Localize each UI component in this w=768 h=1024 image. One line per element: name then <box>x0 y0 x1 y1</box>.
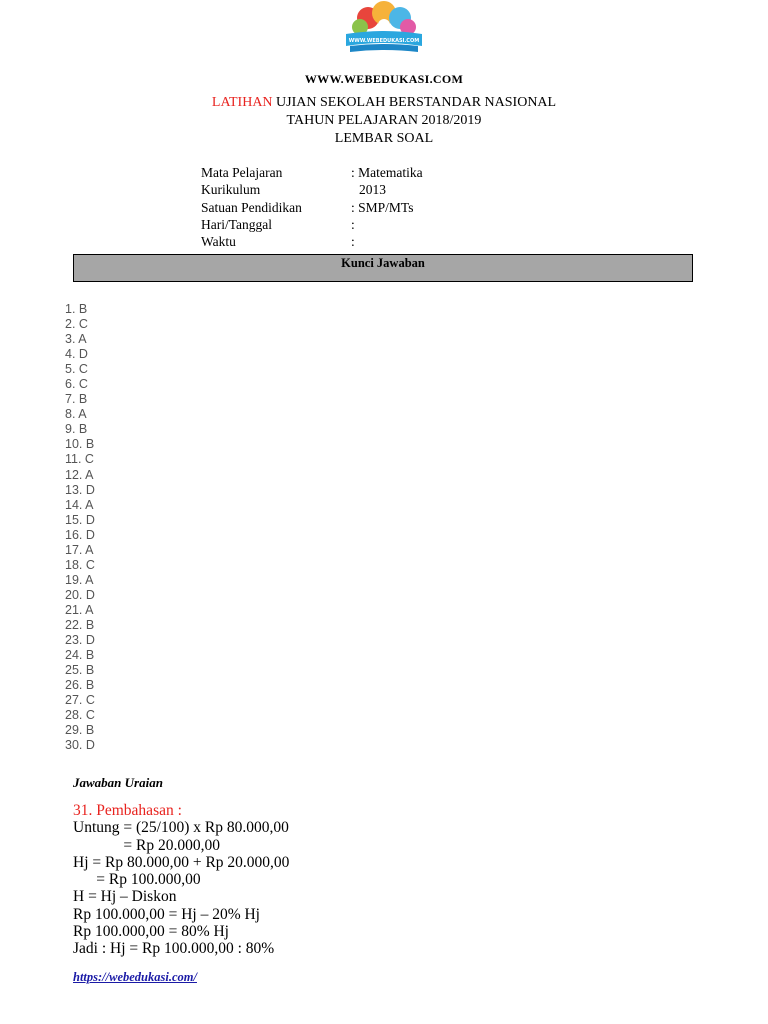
list-item: 3. A <box>65 332 87 347</box>
list-item: 15. D <box>65 512 95 527</box>
list-item: 22. B <box>65 617 95 632</box>
solution-line: = Rp 20.000,00 <box>73 836 220 854</box>
solution-line: Jadi : Hj = Rp 100.000,00 : 80% <box>73 940 275 958</box>
answer-key-banner: Kunci Jawaban <box>73 254 693 282</box>
meta-value: : SMP/MTs <box>351 199 414 215</box>
meta-value: : Matematika <box>351 165 423 180</box>
list-item: 17. A <box>65 542 94 557</box>
solution-line: Hj = Rp 80.000,00 + Rp 20.000,00 <box>73 853 290 871</box>
list-item: 30. D <box>65 738 95 753</box>
list-item: 7. B <box>65 392 88 407</box>
heading-latihan: LATIHAN <box>211 95 273 110</box>
solution-block <box>73 802 289 958</box>
list-item: 8. A <box>65 407 87 422</box>
solution-line: Rp 100.000,00 = 80% Hj <box>73 923 229 941</box>
heading-line-1 <box>0 95 768 111</box>
site-title: WWW.WEBEDUKASI.COM <box>304 72 464 86</box>
meta-label: Waktu <box>201 234 236 250</box>
solution-line: H = Hj – Diskon <box>73 888 177 906</box>
heading-line-3: LEMBAR SOAL <box>334 131 434 146</box>
list-item: 23. D <box>65 633 95 648</box>
webedukasi-logo <box>340 0 428 60</box>
list-item: 14. A <box>65 497 94 512</box>
list-item: 28. C <box>65 708 95 723</box>
solution-title: 31. Pembahasan : <box>73 802 182 819</box>
meta-label: Mata Pelajaran <box>201 165 283 180</box>
list-item: 10. B <box>65 437 95 452</box>
list-item: 11. C <box>65 452 94 467</box>
list-item: 18. C <box>65 557 95 572</box>
list-item: 25. B <box>65 663 95 678</box>
list-item: 19. A <box>65 572 94 587</box>
list-item: 2. C <box>65 317 88 332</box>
list-item: 26. B <box>65 678 95 693</box>
list-item: 1. B <box>65 302 88 316</box>
list-item: 21. A <box>65 602 94 617</box>
list-item: 24. B <box>65 648 95 663</box>
solution-line: Untung = (25/100) x Rp 80.000,00 <box>73 819 289 837</box>
solution-line: Rp 100.000,00 = Hj – 20% Hj <box>73 905 260 923</box>
list-item: 4. D <box>65 347 88 362</box>
meta-value: : <box>351 234 355 250</box>
list-item: 29. B <box>65 723 95 738</box>
list-item: 13. D <box>65 482 95 497</box>
answer-list <box>65 302 95 753</box>
solution-line: = Rp 100.000,00 <box>73 871 201 889</box>
heading-line-1-rest: UJIAN SEKOLAH BERSTANDAR NASIONAL <box>272 95 557 110</box>
list-item: 5. C <box>65 362 88 377</box>
list-item: 16. D <box>65 527 95 542</box>
footer-link[interactable]: https://webedukasi.com/ <box>73 970 197 984</box>
heading-line-2: TAHUN PELAJARAN 2018/2019 <box>286 113 482 128</box>
meta-label: Satuan Pendidikan <box>201 199 302 215</box>
meta-label: Kurikulum <box>201 182 261 198</box>
list-item: 6. C <box>65 377 88 392</box>
meta-value: : <box>351 216 355 232</box>
list-item: 12. A <box>65 467 94 482</box>
list-item: 9. B <box>65 422 88 437</box>
meta-label: Hari/Tanggal <box>201 216 273 232</box>
meta-value: 2013 <box>359 182 386 198</box>
logo-text: WWW.WEBEDUKASI.COM <box>348 38 420 44</box>
list-item: 20. D <box>65 587 95 602</box>
essay-answers-heading: Jawaban Uraian <box>73 775 163 790</box>
list-item: 27. C <box>65 693 95 708</box>
